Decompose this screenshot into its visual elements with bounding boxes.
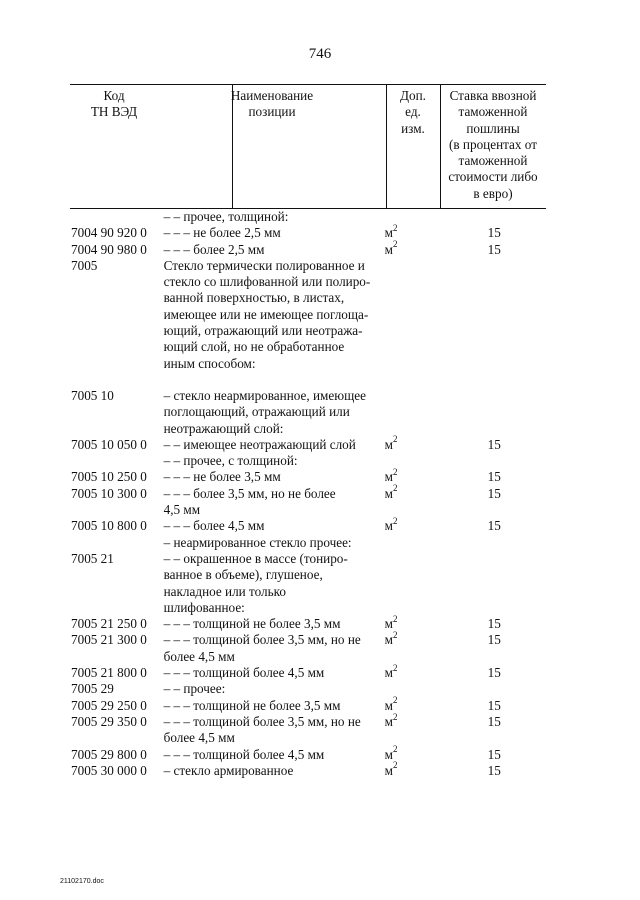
unit-of-measure — [383, 681, 443, 697]
position-name — [162, 747, 383, 763]
position-name-line: имеющее или не имеющее поглоща- — [163, 306, 369, 322]
unit-exponent: 2 — [393, 515, 398, 526]
position-name-line: – – – толщиной более 4,5 мм — [163, 746, 325, 762]
unit-of-measure — [383, 434, 443, 453]
tnved-code: 7005 21 250 0 — [71, 616, 147, 632]
duty-rate: 15 — [487, 713, 501, 729]
position-name — [162, 665, 383, 681]
position-name — [162, 242, 383, 258]
unit-of-measure — [383, 711, 443, 747]
position-name-line: неотражающий слой: — [163, 420, 284, 436]
unit-of-measure — [383, 258, 443, 372]
position-name — [162, 486, 383, 519]
table-row — [70, 388, 546, 437]
table-row — [70, 453, 546, 469]
tnved-code: 7005 29 350 0 — [71, 713, 147, 729]
unit-text: м — [384, 697, 394, 713]
unit-of-measure — [383, 222, 443, 241]
table-row — [70, 681, 546, 697]
unit-text: м — [384, 518, 394, 534]
unit-text: м — [384, 225, 394, 241]
table-row — [70, 760, 546, 779]
unit-exponent: 2 — [393, 239, 398, 250]
unit-of-measure — [383, 744, 443, 763]
tnved-code: 7005 29 250 0 — [71, 697, 147, 713]
position-name-line: – стекло армированное — [163, 762, 294, 778]
unit-exponent: 2 — [393, 760, 398, 771]
tnved-code: 7005 10 — [71, 387, 114, 403]
duty-rate — [442, 453, 546, 469]
table-row — [70, 613, 546, 632]
duty-rate: 15 — [487, 697, 501, 713]
tnved-code — [70, 209, 162, 225]
unit-of-measure — [383, 388, 443, 437]
position-name-line: Стекло термически полированное и — [163, 257, 365, 273]
duty-rate: 15 — [487, 436, 501, 452]
position-name — [162, 535, 383, 551]
header-code: Код ТН ВЭД — [90, 88, 138, 120]
table-row — [70, 632, 546, 665]
position-name-line: – – окрашенное в массе (тониро- — [163, 550, 348, 566]
unit-of-measure — [383, 515, 443, 534]
tnved-code: 7004 90 920 0 — [71, 225, 147, 241]
duty-rate — [442, 681, 546, 697]
unit-exponent: 2 — [393, 483, 398, 494]
duty-rate: 15 — [487, 665, 501, 681]
duty-rate — [442, 535, 546, 551]
table-row — [70, 515, 546, 534]
header-unit: Доп. ед. изм. — [400, 88, 426, 136]
tnved-code: 7005 10 300 0 — [71, 485, 147, 501]
unit-text: м — [384, 746, 394, 762]
tnved-code — [70, 453, 162, 469]
duty-rate — [442, 258, 546, 372]
unit-text: м — [384, 762, 394, 778]
tariff-table — [70, 84, 546, 779]
position-name-line: – – – толщиной не более 3,5 мм — [163, 616, 341, 632]
position-name — [162, 469, 383, 485]
position-name-line: ющий слой, но не обработанное — [163, 339, 345, 355]
position-name-line: – – – более 2,5 мм — [163, 241, 265, 257]
unit-of-measure — [383, 239, 443, 258]
position-name-line: ванное в объеме), глушеное, — [163, 567, 323, 583]
unit-of-measure — [383, 535, 443, 551]
position-name-line: ющий, отражающий или неотража- — [163, 323, 363, 339]
tnved-code: 7005 21 800 0 — [71, 665, 147, 681]
unit-text: м — [384, 485, 394, 501]
table-row — [70, 222, 546, 241]
position-name-line: – неармированное стекло прочее: — [163, 534, 352, 550]
tnved-code: 7005 — [71, 257, 98, 273]
position-name — [162, 258, 383, 372]
position-name — [162, 763, 383, 779]
tnved-code — [70, 535, 162, 551]
position-name-line: – – – толщиной более 3,5 мм, но не — [163, 713, 361, 729]
unit-exponent: 2 — [393, 711, 398, 722]
table-body — [70, 209, 546, 779]
duty-rate: 15 — [487, 485, 501, 501]
unit-exponent: 2 — [393, 222, 398, 233]
table-row — [70, 744, 546, 763]
duty-rate: 15 — [487, 469, 501, 485]
duty-rate: 15 — [487, 616, 501, 632]
position-name-line: – – прочее: — [163, 681, 226, 697]
position-name — [162, 209, 383, 225]
tnved-code: 7005 10 800 0 — [71, 518, 147, 534]
file-name: 21102170.doc — [60, 878, 104, 885]
duty-rate: 15 — [487, 518, 501, 534]
tnved-code: 7005 29 — [71, 681, 114, 697]
tnved-code: 7005 10 050 0 — [71, 436, 147, 452]
position-name-line: – – – более 4,5 мм — [163, 518, 265, 534]
table-row — [70, 695, 546, 714]
unit-text: м — [384, 241, 394, 257]
unit-text: м — [384, 632, 394, 648]
table-row — [70, 239, 546, 258]
position-name — [162, 225, 383, 241]
unit-text: м — [384, 436, 394, 452]
unit-of-measure — [383, 469, 443, 485]
unit-exponent: 2 — [393, 613, 398, 624]
position-name-line: шлифованное: — [163, 599, 245, 615]
position-name-line: более 4,5 мм — [163, 730, 235, 746]
page-number: 746 — [308, 46, 332, 62]
unit-of-measure — [383, 760, 443, 779]
tnved-code: 7004 90 980 0 — [71, 241, 147, 257]
table-row — [70, 483, 546, 519]
position-name — [162, 437, 383, 453]
position-name-line: – – прочее, толщиной: — [163, 209, 289, 224]
position-name — [162, 714, 383, 747]
unit-of-measure — [383, 551, 443, 616]
position-name-line: поглощающий, отражающий или — [163, 404, 350, 420]
unit-of-measure — [383, 632, 443, 665]
duty-rate — [442, 388, 546, 437]
unit-of-measure — [383, 483, 443, 519]
position-name-line: – – – более 3,5 мм, но не более — [163, 485, 336, 501]
duty-rate: 15 — [487, 762, 501, 778]
position-name-line: 4,5 мм — [163, 502, 201, 518]
table-row — [70, 535, 546, 551]
position-name-line: – – – толщиной более 4,5 мм — [163, 665, 325, 681]
duty-rate: 15 — [487, 225, 501, 241]
position-name-line: – – прочее, с толщиной: — [163, 453, 298, 469]
tnved-code: 7005 21 300 0 — [71, 632, 147, 648]
position-name — [162, 388, 383, 437]
position-name — [162, 681, 383, 697]
position-name-line: – – имеющее неотражающий слой — [163, 436, 356, 452]
position-name — [162, 453, 383, 469]
position-name-line: стекло со шлифованной или полиро- — [163, 274, 371, 290]
unit-exponent: 2 — [393, 695, 398, 706]
position-name-line: ванной поверхностью, в листах, — [163, 290, 345, 306]
unit-text: м — [384, 665, 394, 681]
unit-exponent: 2 — [393, 434, 398, 445]
position-name — [162, 616, 383, 632]
position-name-line: более 4,5 мм — [163, 648, 235, 664]
duty-rate: 15 — [487, 241, 501, 257]
unit-exponent: 2 — [393, 630, 398, 641]
position-name — [162, 632, 383, 665]
unit-text: м — [384, 616, 394, 632]
duty-rate — [442, 551, 546, 616]
position-name-line: – – – толщиной не более 3,5 мм — [163, 697, 341, 713]
position-name-line: – стекло неармированное, имеющее — [163, 387, 366, 403]
duty-rate: 15 — [487, 746, 501, 762]
table-row — [70, 258, 546, 372]
table-header — [70, 84, 546, 209]
unit-of-measure — [383, 695, 443, 714]
header-rate: Ставка ввозной таможенной пошлины (в процентах от таможенной стоимости либо в евро) — [448, 88, 538, 201]
table-row — [70, 551, 546, 616]
position-name-line: – – – не более 3,5 мм — [163, 469, 281, 485]
table-row — [70, 434, 546, 453]
tnved-code: 7005 29 800 0 — [71, 746, 147, 762]
position-name — [162, 551, 383, 616]
duty-rate — [442, 209, 546, 225]
table-row — [70, 209, 546, 225]
unit-of-measure — [383, 209, 443, 225]
unit-text: м — [384, 713, 394, 729]
unit-of-measure — [383, 662, 443, 681]
duty-rate: 15 — [487, 632, 501, 648]
position-name-line: – – – не более 2,5 мм — [163, 225, 281, 241]
unit-text: м — [384, 469, 394, 485]
position-name-line: накладное или только — [163, 583, 286, 599]
unit-of-measure — [383, 453, 443, 469]
position-name-line: иным способом: — [163, 355, 256, 371]
position-name-line: – – – толщиной более 3,5 мм, но не — [163, 632, 361, 648]
table-row — [70, 711, 546, 747]
unit-exponent: 2 — [393, 467, 398, 478]
tnved-code: 7005 21 — [71, 550, 114, 566]
header-name: Наименование позиции — [230, 88, 314, 120]
unit-of-measure — [383, 613, 443, 632]
table-row — [70, 662, 546, 681]
unit-exponent: 2 — [393, 744, 398, 755]
position-name — [162, 698, 383, 714]
table-row — [70, 469, 546, 485]
position-name — [162, 518, 383, 534]
tnved-code: 7005 10 250 0 — [71, 469, 147, 485]
unit-exponent: 2 — [393, 662, 398, 673]
tnved-code: 7005 30 000 0 — [71, 762, 147, 778]
